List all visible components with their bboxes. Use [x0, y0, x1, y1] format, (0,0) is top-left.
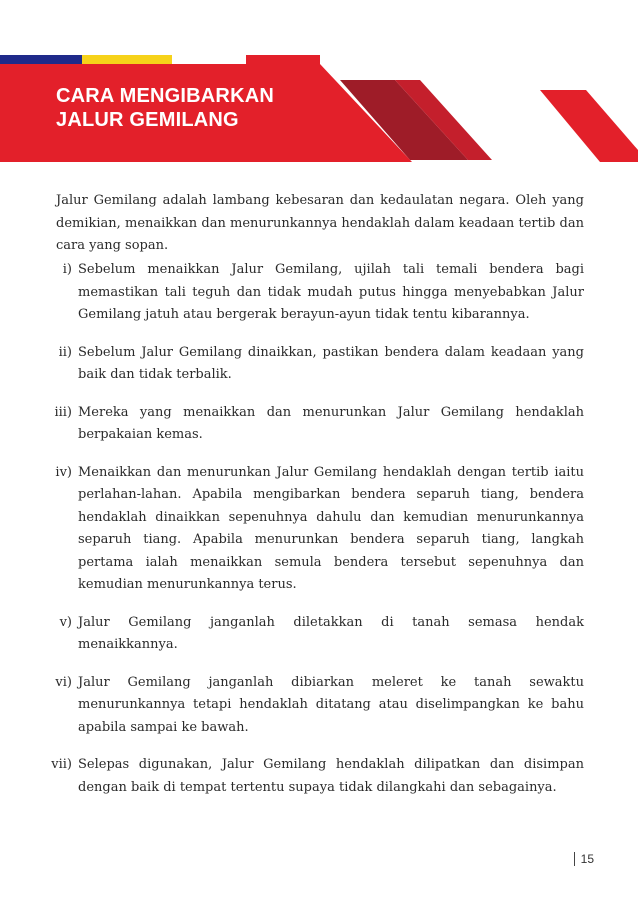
list-item-text: Sebelum menaikkan Jalur Gemilang, ujilah tali temali bendera bagi memastikan tali teguh dan tidak mudah putus hingga menyebabkan Jalur Gemilang jatuh atau bergerak berayun-ayun tidak tentu kibarannya. [78, 262, 584, 322]
page-title-line-1: CARA MENGIBARKAN [56, 85, 275, 107]
list-item [0, 754, 638, 799]
list-item [0, 672, 638, 740]
list-item [0, 462, 638, 597]
page-title [56, 84, 356, 132]
list-item-text: Mereka yang menaikkan dan menurunkan Jalur Gemilang hendaklah berpakaian kemas. [78, 404, 584, 442]
list-item-number: i) [62, 262, 72, 277]
list-item-text: Menaikkan dan menurunkan Jalur Gemilang hendaklah dengan tertib iaitu perlahan-lahan. Apabila mengibarkan bendera separuh tiang, bendera hendaklah dinaikkan sepenuhnya dahulu dan kemudian menurunkannya separuh tiang. Apabila menurunkan bendera separuh tiang, langkah pertama ialah menaikkan semula bendera tersebut sepenuhnya dan kemudian menurunkannya terus. [78, 464, 584, 592]
page-title-line-2: JALUR GEMILANG [56, 109, 239, 131]
banner-accent [540, 90, 638, 162]
list-item [0, 259, 638, 327]
list-item-text: Jalur Gemilang janganlah dibiarkan meleret ke tanah sewaktu menurunkannya tetapi hendaklah ditatang atau diselimpangkan ke bahu apabila sampai ke bawah. [78, 674, 584, 735]
page-number: 15 [574, 852, 594, 866]
list-item-number: iv) [55, 464, 72, 480]
intro-paragraph: Jalur Gemilang adalah lambang kebesaran dan kedaulatan negara. Oleh yang demikian, menaikkan dan menurunkannya hendaklah dalam keadaan tertib dan cara yang sopan. [56, 193, 584, 253]
list-item [0, 342, 638, 387]
list-item-number: vi) [55, 674, 72, 690]
list-item [0, 402, 638, 447]
list-item-number: iii) [54, 404, 72, 420]
rules-list [0, 259, 638, 814]
list-item-text: Jalur Gemilang janganlah diletakkan di tanah semasa hendak menaikkannya. [78, 614, 584, 652]
list-item-text: Sebelum Jalur Gemilang dinaikkan, pastikan bendera dalam keadaan yang baik dan tidak terbalik. [78, 344, 584, 382]
list-item [0, 612, 638, 657]
list-item-number: vii) [51, 757, 72, 772]
list-item-text: Selepas digunakan, Jalur Gemilang hendaklah dilipatkan dan disimpan dengan baik di tempat tertentu supaya tidak dilangkahi dan sebagainya. [78, 757, 584, 795]
list-item-number: v) [59, 614, 72, 630]
list-item-number: ii) [58, 344, 72, 360]
